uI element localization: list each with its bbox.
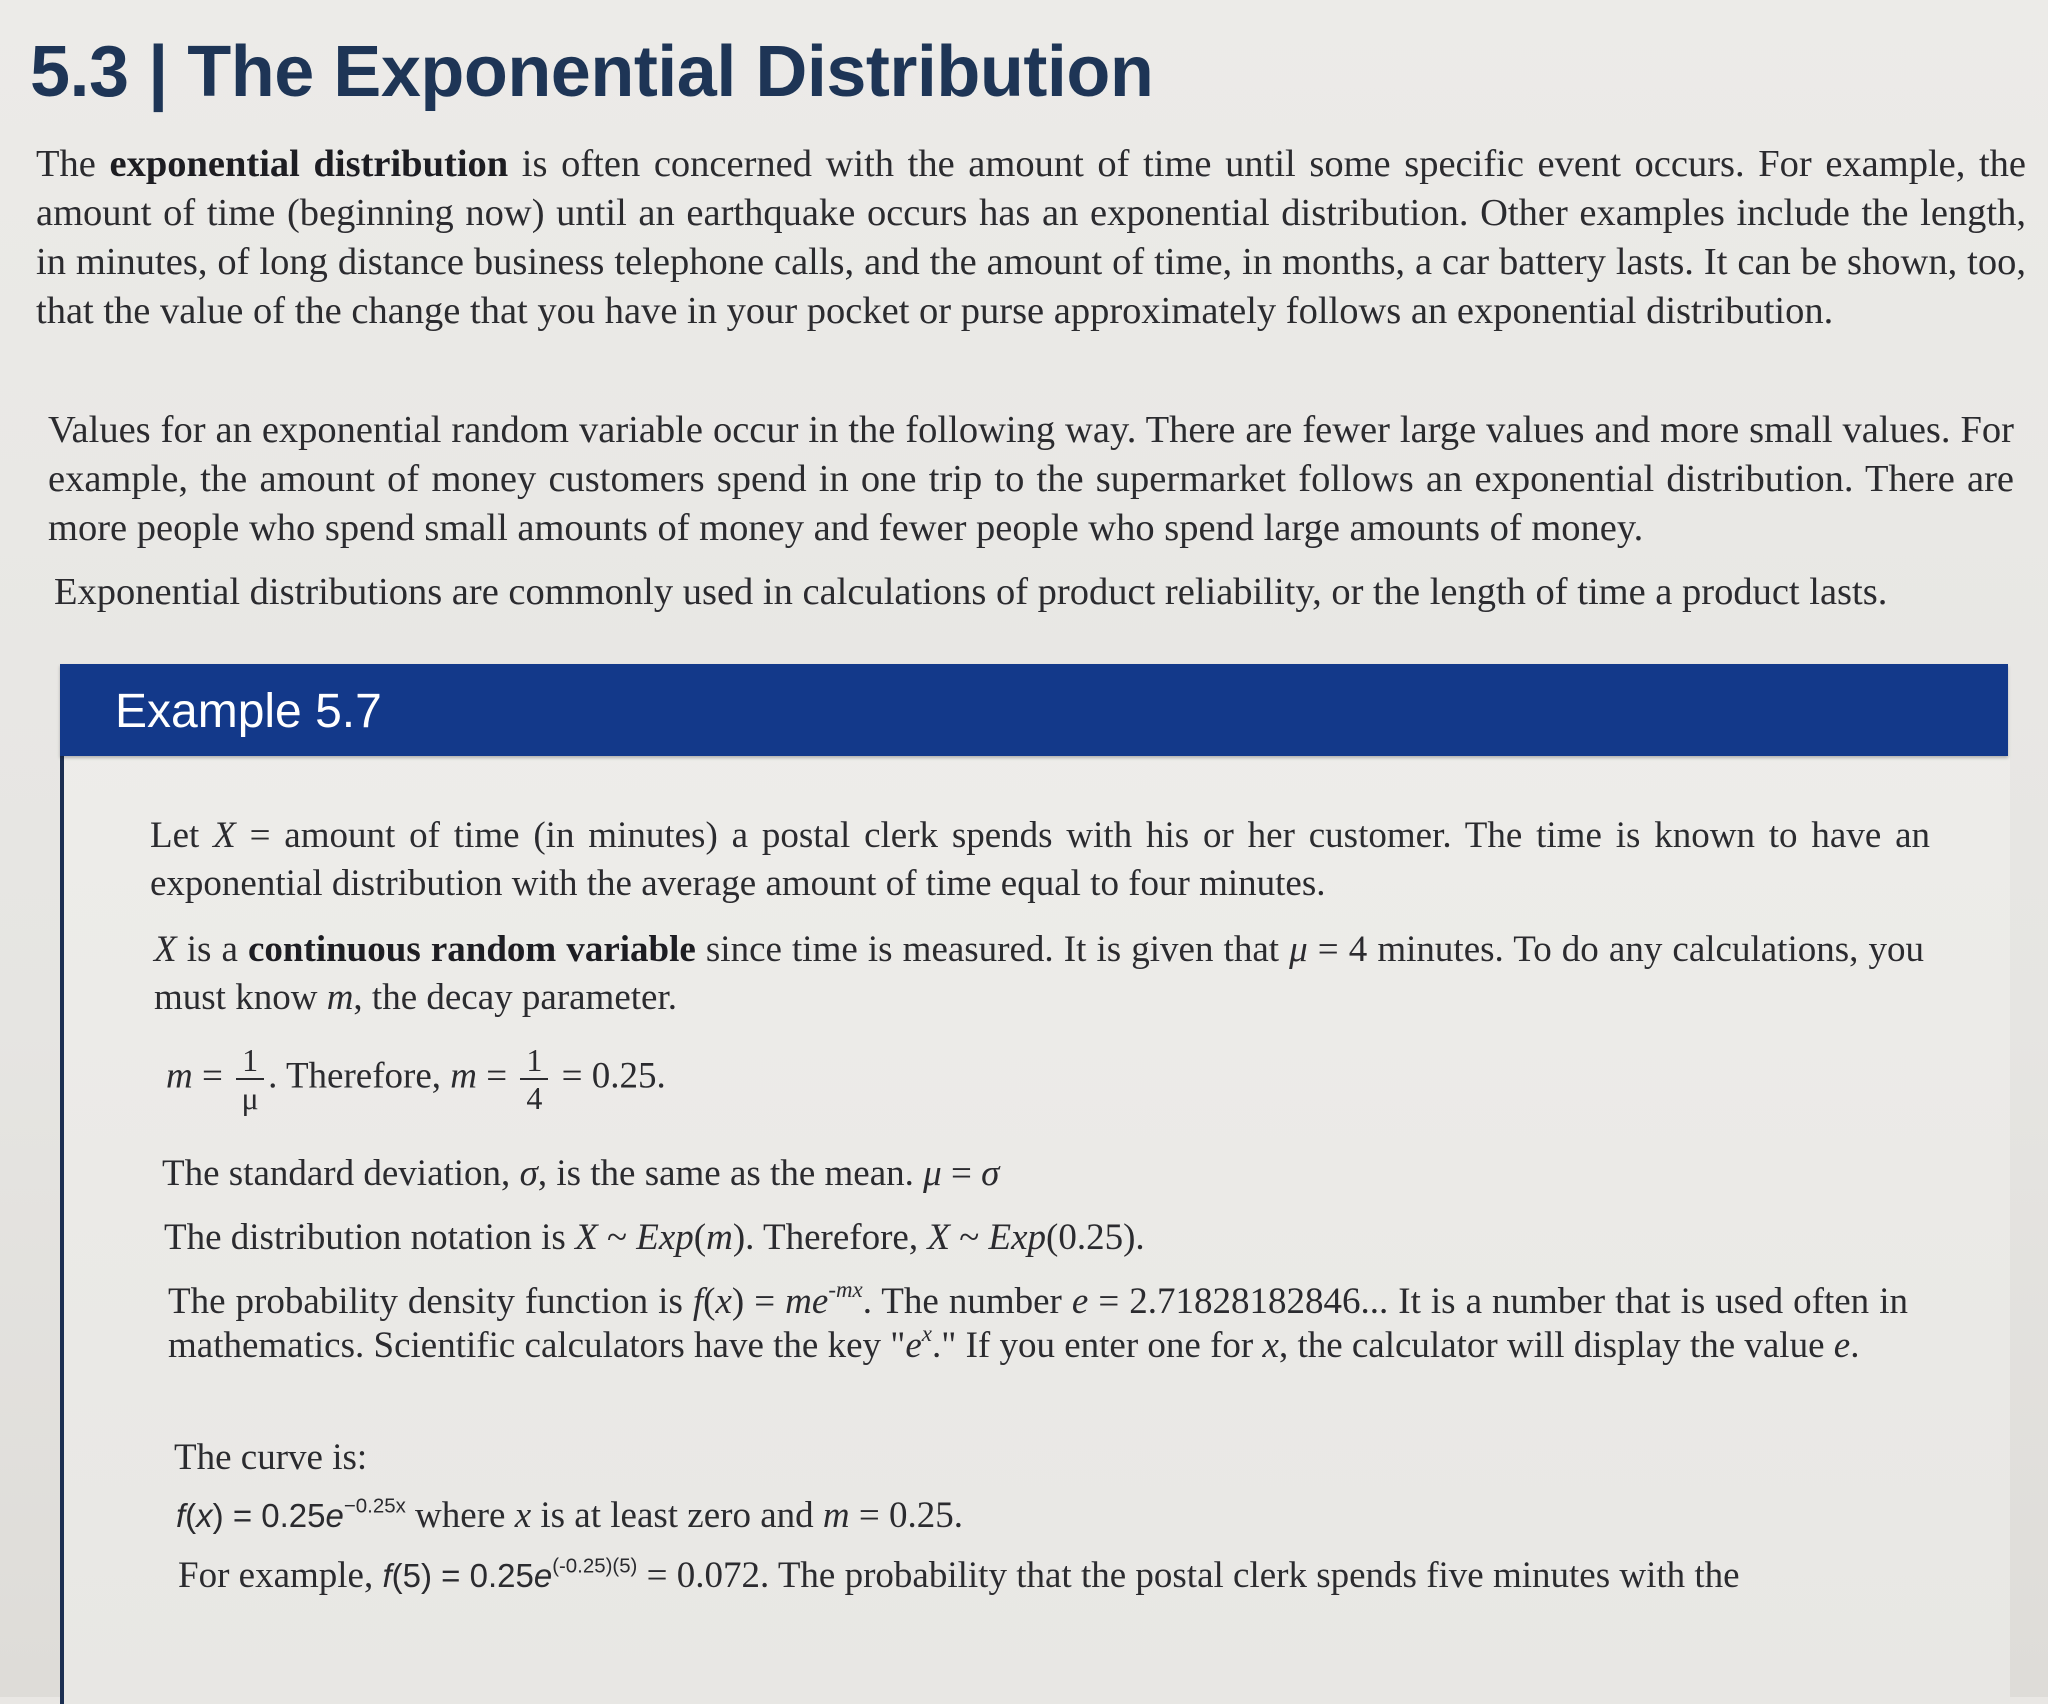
example-paragraph-std-dev: The standard deviation, σ, is the same as the mean. μ = σ [162, 1153, 1000, 1194]
formula-curve: $f(x) = 0.25e^{-0.25x}$ where x is at least zero and m = 0.25. [176, 1494, 964, 1536]
fraction-one-over-mu: $\frac{1}{\mu}$ [236, 1044, 264, 1114]
term-exponential-distribution: exponential distribution [109, 143, 509, 185]
intro-paragraph-3: Exponential distributions are commonly used in calculations of product reliability, or the length of time a product lasts. [54, 571, 1888, 613]
formula-decay-parameter: m = $\frac{1}{\mu}$ . Therefore, m = $\frac{1}{4}$ = 0.25. [166, 1042, 666, 1116]
section-number: 5.3 [30, 32, 129, 112]
intro-paragraph-1: The exponential distribution is often concerned with the amount of time until some specific event occurs. For example, the amount of time (beginning now) until an earthquake occurs has an exponential distribution. Other examples include the length, in minutes, of long distance business telephone calls, and the amount of time, in months, a car battery lasts. It can be shown, too, that the value of the change that you have in your pocket or purse approximately follows an exponential distribution. [36, 143, 2027, 332]
example-paragraph-1: Let X = amount of time (in minutes) a postal clerk spends with his or her customer. The time is known to have an exponential distribution with the average amount of time equal to four minutes. [150, 815, 1930, 904]
example-title: Example 5.7 [115, 685, 382, 738]
fraction-one-over-four: $\frac{1}{4}$ [520, 1044, 548, 1114]
example-header-bar [60, 664, 2008, 756]
term-continuous-random-variable: continuous random variable [248, 929, 696, 970]
example-paragraph-notation: The distribution notation is X ~ Exp(m). Therefore, X ~ Exp(0.25). [164, 1217, 1145, 1258]
section-heading [30, 26, 1153, 118]
example-paragraph-curve-label: The curve is: [174, 1437, 368, 1478]
example-paragraph-pdf: The probability density function is $f(x) = me^{-mx}$. The number e = 2.71828182846... It is a number that is used often in mathematics. Scientific calculators have the key "$e^x$." If you enter one for x, the calculator will display the value e. [168, 1276, 1908, 1366]
intro-paragraph-2: Values for an exponential random variable occur in the following way. There are fewer large values and more small values. For example, the amount of money customers spend in one trip to the supermarket follows an exponential distribution. There are more people who spend small amounts of money and fewer people who spend large amounts of money. [48, 409, 2014, 549]
section-title: The Exponential Distribution [187, 32, 1154, 112]
section-separator: | [148, 32, 168, 112]
example-paragraph-2: X is a continuous random variable since time is measured. It is given that μ = 4 minutes. To do any calculations, you must know m, the decay parameter. [154, 929, 1924, 1018]
example-paragraph-f5: For example, $f(5) = 0.25e^{(-0.25)(5)} = 0.072$. The probability that the postal clerk spends five minutes with the [178, 1554, 1740, 1596]
